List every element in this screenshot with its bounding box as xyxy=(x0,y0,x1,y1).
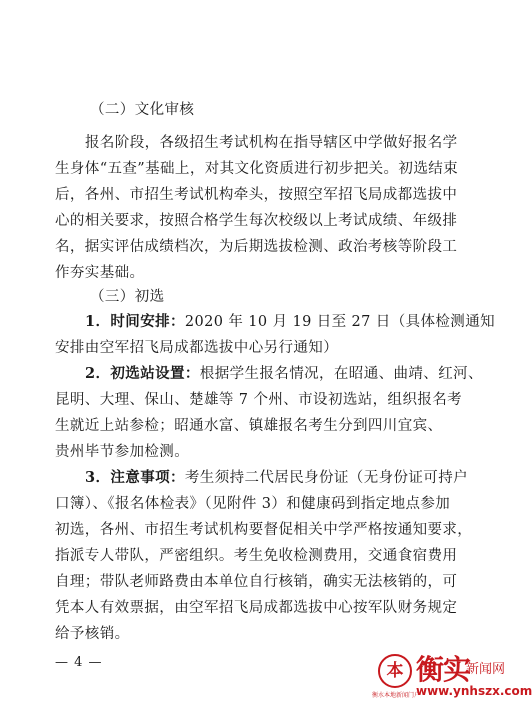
watermark-tag: 新闻网 xyxy=(466,662,506,677)
item-2-line-1 xyxy=(85,364,485,384)
section-3-heading: （三）初选 xyxy=(90,289,165,305)
section-2-line-5: 名，据实评估成绩档次，为后期选拔检测、政治考核等阶段工 xyxy=(55,239,458,255)
watermark-logo xyxy=(372,646,532,707)
item-1-line-1 xyxy=(85,312,496,332)
item-2-text: 根据学生报名情况，在昭通、曲靖、红河、 xyxy=(199,366,483,382)
item-2-line-4: 贵州毕节参加检测。 xyxy=(55,444,190,460)
item-3-line-4: 指派专人带队，严密组织。考生免收检测费用，交通食宿费用 xyxy=(55,548,458,564)
watermark-circle-icon: 本 xyxy=(378,654,412,688)
item-3-line-2: 口簿）、《报名体检表》（见附件 3）和健康码到指定地点参加 xyxy=(55,496,451,512)
item-1-label: 1．时间安排： xyxy=(85,313,185,330)
item-3-line-1 xyxy=(85,468,485,488)
watermark-url: www.ynhszx.com xyxy=(416,684,532,698)
watermark-brand: 衡实 xyxy=(416,653,471,686)
item-3-line-5: 自理；带队老师路费由本单位自行核销，确实无法核销的，可 xyxy=(55,574,458,590)
item-3-line-3: 初选，各州、市招生考试机构要督促相关中学严格按通知要求， xyxy=(55,522,473,538)
item-3-label: 3．注意事项： xyxy=(85,469,185,486)
watermark-caption: 衡水本地新闻门户 xyxy=(372,692,421,699)
item-1-text: 2020 年 10 月 19 日至 27 日（具体检测通知 xyxy=(184,314,496,330)
section-2-line-4: 心的相关要求，按照合格学生每次校级以上考试成绩、年级排 xyxy=(55,213,458,229)
section-2-line-6: 作夯实基础。 xyxy=(55,265,145,281)
item-3-line-6: 凭本人有效票据，由空军招飞局成都选拔中心按军队财务规定 xyxy=(55,600,458,616)
item-3-line-7: 给予核销。 xyxy=(55,626,130,642)
section-2-heading: （二）文化审核 xyxy=(90,102,195,118)
item-2-line-2: 昆明、大理、保山、楚雄等 7 个州、市设初选站，组织报名考 xyxy=(55,392,463,408)
section-2-line-2: 生身体“五查”基础上，对其文化资质进行初步把关。初选结束 xyxy=(55,161,459,177)
item-2-label: 2．初选站设置： xyxy=(85,365,200,382)
section-2-line-3: 后，各州、市招生考试机构牵头，按照空军招飞局成都选拔中 xyxy=(55,187,458,203)
item-2-line-3: 生就近上站参检；昭通水富、镇雄报名考生分到四川宜宾、 xyxy=(55,418,443,434)
item-3-text: 考生须持二代居民身份证（无身份证可持户 xyxy=(184,470,468,486)
page-number: — 4 — xyxy=(55,655,103,670)
item-1-line-2: 安排由空军招飞局成都选拔中心另行通知） xyxy=(55,340,339,356)
section-2-line-1: 报名阶段，各级招生考试机构在指导辖区中学做好报名学 xyxy=(85,135,458,151)
